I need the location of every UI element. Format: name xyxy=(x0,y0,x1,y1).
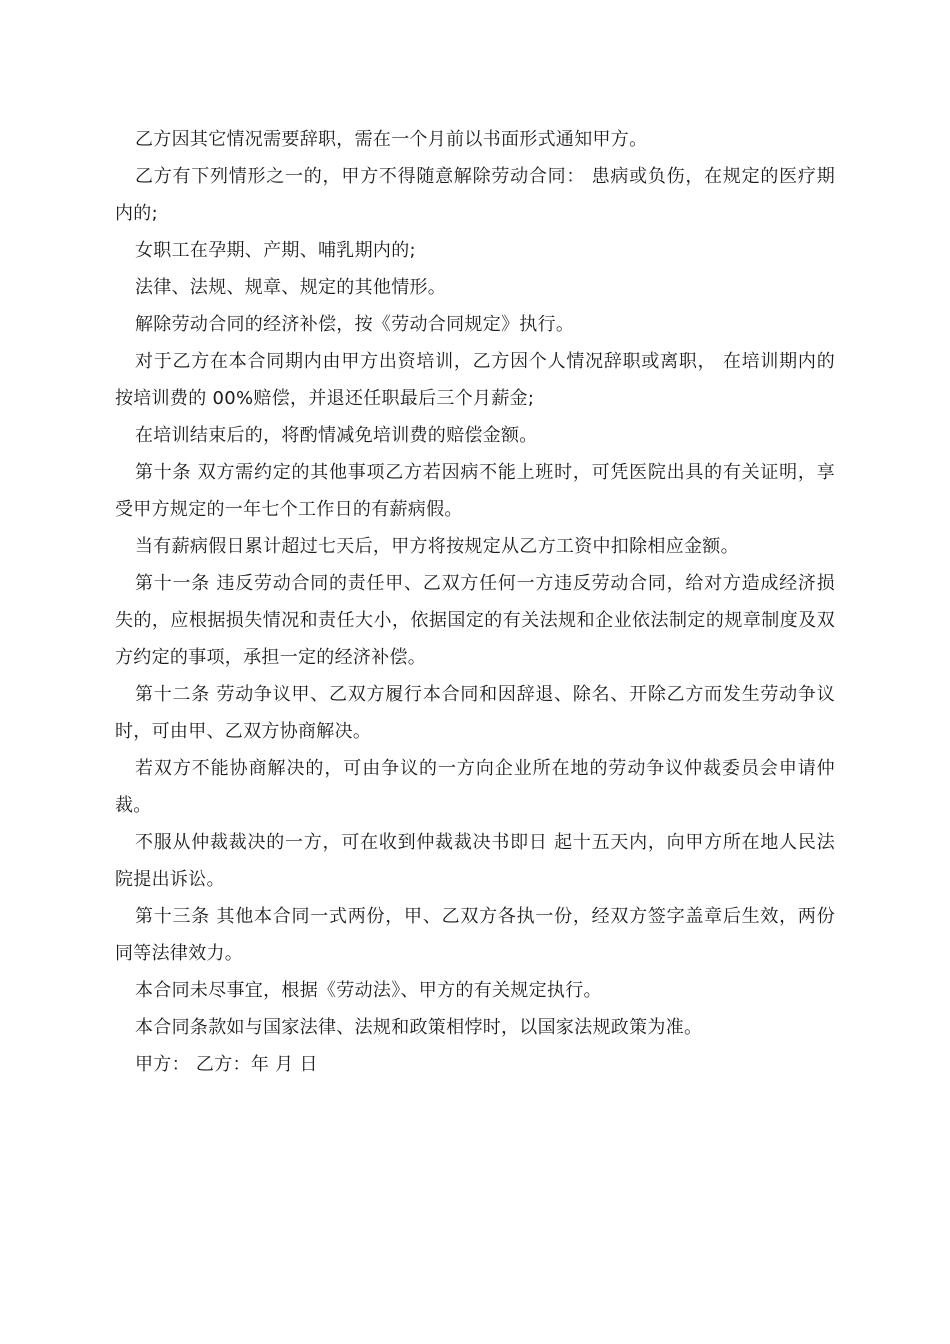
paragraph-article-10: 第十条 双方需约定的其他事项乙方若因病不能上班时，可凭医院出具的有关证明，享受甲方规定的一年七个工作日的有薪病假。 xyxy=(115,462,835,520)
paragraph-arbitration: 若双方不能协商解决的，可由争议的一方向企业所在地的劳动争议仲裁委员会申请仲裁。 xyxy=(115,758,835,816)
paragraph-economic-compensation: 解除劳动合同的经济补偿，按《劳动合同规定》执行。 xyxy=(135,314,575,335)
paragraph-resignation-notice: 乙方因其它情况需要辞职，需在一个月前以书面形式通知甲方。 xyxy=(135,129,648,150)
paragraph-training-compensation: 对于乙方在本合同期内由甲方出资培训，乙方因个人情况辞职或离职， 在培训期内的按培训费的 00%赔偿，并退还任职最后三个月薪金; xyxy=(115,351,835,409)
paragraph-after-training: 在培训结束后的，将酌情减免培训费的赔偿金额。 xyxy=(135,425,538,446)
signature-line: 甲方： 乙方：年 月 日 xyxy=(135,1054,318,1075)
paragraph-litigation: 不服从仲裁裁决的一方，可在收到仲裁裁决书即日 起十五天内，向甲方所在地人民法院提出诉讼。 xyxy=(115,832,835,890)
document-body xyxy=(115,121,835,1083)
paragraph-female-workers: 女职工在孕期、产期、哺乳期内的; xyxy=(135,240,416,261)
paragraph-article-13: 第十三条 其他本合同一式两份，甲、乙双方各执一份，经双方签字盖章后生效，两份同等法律效力。 xyxy=(115,906,835,964)
paragraph-article-11: 第十一条 违反劳动合同的责任甲、乙双方任何一方违反劳动合同，给对方造成经济损失的，应根据损失情况和责任大小，依据国定的有关法规和企业依法制定的规章制度及双方约定的事项，承担一定的经济补偿。 xyxy=(115,573,835,668)
paragraph-national-law-precedence: 本合同条款如与国家法律、法规和政策相悖时，以国家法规政策为准。 xyxy=(135,1017,703,1038)
paragraph-article-12: 第十二条 劳动争议甲、乙双方履行本合同和因辞退、除名、开除乙方而发生劳动争议时，可由甲、乙双方协商解决。 xyxy=(115,684,835,742)
paragraph-no-dismissal-conditions: 乙方有下列情形之一的，甲方不得随意解除劳动合同： 患病或负伤，在规定的医疗期内的; xyxy=(115,166,835,224)
paragraph-sick-leave-deduction: 当有薪病假日累计超过七天后，甲方将按规定从乙方工资中扣除相应金额。 xyxy=(135,536,739,557)
paragraph-other-circumstances: 法律、法规、规章、规定的其他情形。 xyxy=(135,277,447,298)
paragraph-labor-law: 本合同未尽事宜，根据《劳动法》、甲方的有关规定执行。 xyxy=(135,980,602,1001)
